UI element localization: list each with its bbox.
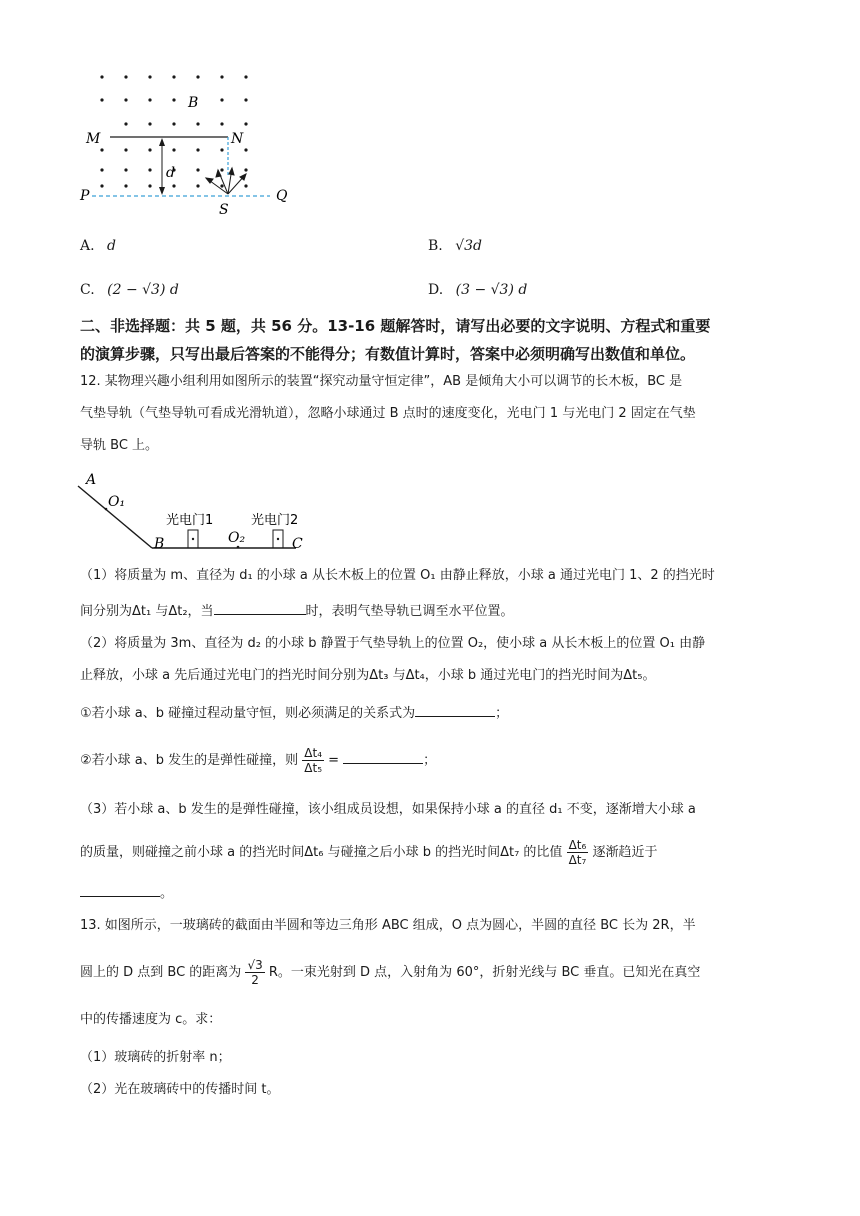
option-d-text: (3 − √3) d xyxy=(455,282,528,298)
q13-stem-line2-a: 圆上的 D 点到 BC 的距离为 xyxy=(80,965,242,980)
q12-part2-sub1 xyxy=(80,702,508,724)
label-s: S xyxy=(219,202,229,218)
field-dot xyxy=(172,148,175,151)
q12-part2-sub1-a: ①若小球 a、b 碰撞过程动量守恒，则必须满足的关系式为 xyxy=(80,706,416,721)
q12-part1-line1: （1）将质量为 m、直径为 d₁ 的小球 a 从长木板上的位置 O₁ 由静止释放，小球 a 通过光电门 1、2 的挡光时 xyxy=(80,568,715,583)
option-b-letter: B. xyxy=(428,238,443,254)
answer-blank-2 xyxy=(415,702,495,717)
q12-part1-line2-b: 时，表明气垫导轨已调至水平位置。 xyxy=(305,604,514,619)
q12-part1-line2-a: 间分别为Δt₁ 与Δt₂，当 xyxy=(80,604,214,619)
q12-part2-sub2 xyxy=(80,746,436,775)
field-dot xyxy=(244,184,247,187)
q12-part3-line2 xyxy=(80,838,657,867)
field-dot xyxy=(148,184,151,187)
field-dot xyxy=(244,122,247,125)
field-dot xyxy=(172,75,175,78)
label-a: A xyxy=(86,472,97,488)
field-dot xyxy=(220,75,223,78)
air-track-figure xyxy=(70,470,320,560)
field-dot xyxy=(172,184,175,187)
field-dot xyxy=(148,168,151,171)
field-dot xyxy=(100,184,103,187)
answer-blank-4 xyxy=(80,882,160,897)
field-dot xyxy=(196,75,199,78)
option-d-letter: D. xyxy=(428,282,444,298)
label-gate2: 光电门2 xyxy=(251,513,299,528)
q12-part2-sub2-eq: = xyxy=(328,753,340,768)
q12-part3-line3 xyxy=(80,882,173,904)
answer-blank-1 xyxy=(214,600,306,615)
field-dot xyxy=(148,98,151,101)
label-c: C xyxy=(292,536,303,552)
field-dot xyxy=(220,122,223,125)
field-dot xyxy=(124,122,127,125)
q13-stem-line2-b: R。一束光射到 D 点，入射角为 60°，折射光线与 BC 垂直。已知光在真空 xyxy=(268,965,701,980)
q13-stem-line3: 中的传播速度为 c。求： xyxy=(80,1012,222,1027)
field-dot xyxy=(220,168,223,171)
fraction-dt6: Δt₆ xyxy=(568,838,587,852)
section-heading-line2: 的演算步骤，只写出最后答案的不能得分；有数值计算时，答案中必须明确写出数值和单位。 xyxy=(80,345,696,363)
fraction-dt4-dt5 xyxy=(302,746,324,775)
point-o2 xyxy=(237,546,240,549)
q12-part2-sub1-b: ； xyxy=(495,706,509,721)
d-arrow-top xyxy=(159,138,165,146)
field-dot xyxy=(100,75,103,78)
field-dot xyxy=(100,98,103,101)
field-dot xyxy=(172,122,175,125)
field-dot xyxy=(196,148,199,151)
magnetic-field-figure xyxy=(70,62,300,222)
section-heading-line1: 二、非选择题：共 5 题，共 56 分。13-16 题解答时，请写出必要的文字说明、方程式和重要 xyxy=(80,317,711,335)
option-b xyxy=(428,238,482,254)
field-dot xyxy=(100,148,103,151)
q13-sub2: （2）光在玻璃砖中的传播时间 t。 xyxy=(80,1082,280,1097)
label-d: d xyxy=(166,165,175,181)
option-c-letter: C. xyxy=(80,282,95,298)
q12-part3-line2-b: 逐渐趋近于 xyxy=(592,845,658,860)
field-dot xyxy=(124,98,127,101)
option-a-letter: A. xyxy=(80,238,95,254)
field-dot xyxy=(244,148,247,151)
field-dot xyxy=(244,98,247,101)
q12-part1-line2 xyxy=(80,600,514,622)
option-a xyxy=(80,238,116,254)
label-o1: O₁ xyxy=(108,494,126,510)
q12-stem-line1: 12. 某物理兴趣小组利用如图所示的装置“探究动量守恒定律”，AB 是倾角大小可以调节的长木板，BC 是 xyxy=(80,374,683,389)
q12-part2-sub2-c: ； xyxy=(423,753,437,768)
field-dot xyxy=(220,98,223,101)
field-dot xyxy=(100,168,103,171)
label-p: P xyxy=(80,188,90,204)
fraction-2: 2 xyxy=(251,973,259,987)
answer-blank-3 xyxy=(343,749,423,764)
q13-stem-line2 xyxy=(80,958,700,987)
option-a-text: d xyxy=(107,238,116,254)
field-dot xyxy=(148,148,151,151)
field-dot xyxy=(244,168,247,171)
option-b-text: √3d xyxy=(455,238,482,254)
option-c xyxy=(80,282,179,298)
field-dot xyxy=(220,184,223,187)
q12-part3-line3-end: 。 xyxy=(160,886,174,901)
field-dot xyxy=(124,148,127,151)
fraction-dt6-dt7 xyxy=(567,838,589,867)
field-dot xyxy=(124,184,127,187)
q12-stem-line2: 气垫导轨（气垫导轨可看成光滑轨道），忽略小球通过 B 点时的速度变化，光电门 1 与光电门 2 固定在气垫 xyxy=(80,406,696,421)
label-m: M xyxy=(86,131,101,147)
q12-part2-line2: 止释放，小球 a 先后通过光电门的挡光时间分别为Δt₃ 与Δt₄，小球 b 通过光电门的挡光时间为Δt₅。 xyxy=(80,668,656,683)
q12-part2-sub2-a: ②若小球 a、b 发生的是弹性碰撞，则 xyxy=(80,753,299,768)
field-dot xyxy=(196,184,199,187)
option-d xyxy=(428,282,527,298)
point-o1 xyxy=(105,508,108,511)
emission-arrows xyxy=(206,168,246,194)
fraction-dt5: Δt₅ xyxy=(304,761,323,775)
field-dot xyxy=(196,168,199,171)
q13-sub1: （1）玻璃砖的折射率 n； xyxy=(80,1050,231,1065)
q12-part3-line2-a: 的质量，则碰撞之前小球 a 的挡光时间Δt₆ 与碰撞之后小球 b 的挡光时间Δt₇ 的比值 xyxy=(80,845,563,860)
field-dot xyxy=(148,122,151,125)
field-dot xyxy=(196,122,199,125)
fraction-dt4: Δt₄ xyxy=(304,746,323,760)
field-dot xyxy=(220,148,223,151)
q12-part2-line1: （2）将质量为 3m、直径为 d₂ 的小球 b 静置于气垫导轨上的位置 O₂，使小球 a 从长木板上的位置 O₁ 由静 xyxy=(80,636,706,651)
field-dot xyxy=(148,75,151,78)
label-b: B xyxy=(188,95,199,111)
label-n: N xyxy=(231,131,244,147)
fraction-sqrt3: √3 xyxy=(247,958,263,972)
label-q: Q xyxy=(276,188,288,204)
field-dot xyxy=(124,75,127,78)
q13-stem-line1: 13. 如图所示，一玻璃砖的截面由半圆和等边三角形 ABC 组成，O 点为圆心，半圆的直径 BC 长为 2R，半 xyxy=(80,918,696,933)
option-c-text: (2 − √3) d xyxy=(107,282,179,298)
field-dot xyxy=(172,98,175,101)
label-b2: B xyxy=(154,536,165,552)
label-gate1: 光电门1 xyxy=(166,513,214,528)
field-dot xyxy=(244,75,247,78)
fraction-sqrt3-2 xyxy=(245,958,264,987)
q12-stem-line3: 导轨 BC 上。 xyxy=(80,438,159,453)
field-dot xyxy=(124,168,127,171)
d-arrow-bottom xyxy=(159,187,165,195)
fraction-dt7: Δt₇ xyxy=(568,853,587,867)
q12-part3-line1: （3）若小球 a、b 发生的是弹性碰撞，该小组成员设想，如果保持小球 a 的直径 d₁ 不变，逐渐增大小球 a xyxy=(80,802,696,817)
label-o2: O₂ xyxy=(228,530,246,546)
